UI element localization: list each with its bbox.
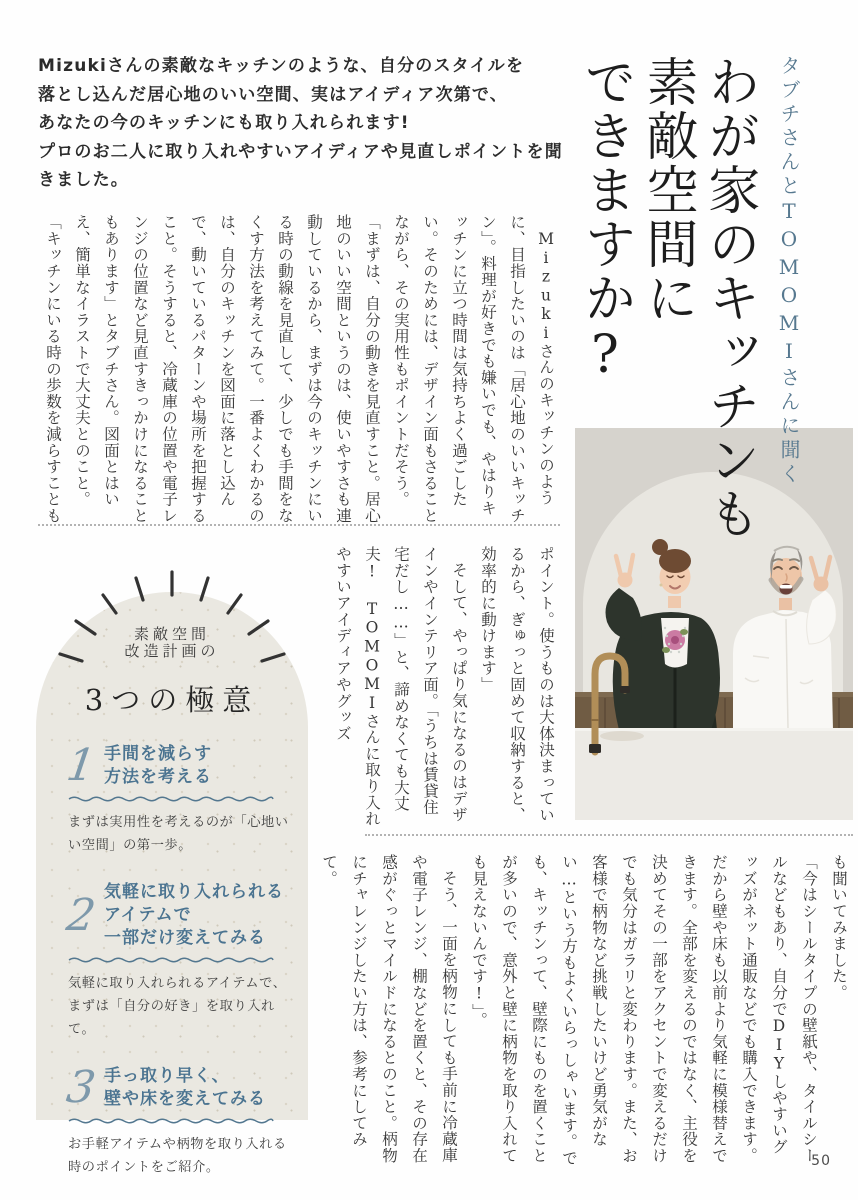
article-block-1 — [36, 214, 560, 526]
intro-line: プロのお二人に取り入れやすいアイディアや見直しポイントを聞きました。 — [38, 141, 563, 190]
tip-number: 1 — [63, 740, 99, 791]
tip-description: お手軽アイテムや柄物を取り入れる時のポイントをご紹介。 — [68, 1137, 287, 1175]
headline-line: わが家のキッチンも — [699, 55, 759, 541]
article-paragraph: そう、一面を柄物にしても手前に冷蔵庫や電子レンジ、棚などを置くと、その存在感がぐっとマイルドになるとのこと。柄物にチャレンジしたい方は、参考にしてみて。 — [320, 854, 458, 1164]
headline-line: 素敵空間に — [637, 55, 697, 325]
headline-kicker: タブチさんとTOMOMIさんに聞く — [777, 55, 801, 487]
tip-description: 気軽に取り入れられるアイテムで、まずは「自分の好き」を取り入れて。 — [68, 976, 287, 1037]
tip-title — [104, 1065, 266, 1111]
tip-number: 2 — [63, 889, 99, 941]
article-paragraph: も聞いてみました。 — [830, 854, 848, 1001]
headline-block — [574, 55, 802, 655]
tip-item — [58, 740, 289, 857]
tip-title-line: 手っ取り早く、 — [104, 1066, 230, 1086]
tip-title-line: 気軽に取り入れられる — [104, 882, 284, 902]
dotted-divider — [365, 834, 853, 836]
wavy-divider — [68, 1117, 274, 1125]
tips-box — [36, 592, 308, 1175]
article-block-3 — [320, 854, 854, 1170]
article-paragraph: 「今はシールタイプの壁紙や、タイルシールなどもあり、自分でDIYしやすいグッズがネット通販などでも購入できます。だから壁や床も以前より気軽に模様替えできます。全部を変えるのではなく、主役を決めてその一部をアクセントで変えるだけでも気分はガラリと変わります。また、お客様で柄物など挑戦したいけど勇気がない…という方もよくいらっしゃいます。でも、キッチンって、壁際にものを置くことが多いので、意外と壁に柄物を取り入れても見えないんです!」。 — [470, 854, 818, 1167]
page-title — [574, 55, 760, 655]
tip-title-line: アイテムで — [104, 905, 192, 925]
tip-description: まずは実用性を考えるのが「心地いい空間」の第一歩。 — [68, 815, 289, 853]
article-paragraph: 「まずは、自分の動きを見直すこと。居心地のいい空間というのは、使いやすさも連動しているから、まずは今のキッチンにいる時の動線を見直して、少しでも手間をなくす方法を考えてみて。一番よくわかるのは、自分のキッチンを図面に落とし込んで、動いているパターンや場所を把握すること。そうすると、冷蔵庫の位置や電子レンジの位置など見直すきっかけになることもあります」とタブチさん。図面とはいえ、簡単なイラストで大丈夫とのこと。 — [73, 214, 381, 524]
tip-number: 3 — [63, 1062, 99, 1113]
tips-box-title: 3つの極意 — [84, 683, 260, 717]
tip-title — [104, 881, 284, 950]
kitchen-counter — [575, 728, 853, 820]
intro-line: あなたの今のキッチンにも取り入れられます! — [38, 113, 410, 133]
tip-item — [58, 881, 286, 1041]
tips-header-line: 改造計画の — [124, 642, 220, 660]
dotted-divider — [38, 524, 560, 526]
tip-title-line: 一部だけ変えてみる — [104, 928, 266, 948]
article-paragraph: ポイント。使うものは大体決まっているから、ぎゅっと固めて収納すると、効率的に動けます」 — [479, 546, 555, 824]
intro-line: 落とし込んだ居心地のいい空間、実はアイディア次第で、 — [38, 84, 508, 105]
tip-title-line: 手間を減らす — [104, 744, 212, 764]
tip-title-line: 壁や床を変えてみる — [104, 1089, 266, 1109]
wavy-divider — [68, 795, 274, 803]
headline-line: できますか? — [575, 55, 635, 387]
tip-item — [58, 1062, 287, 1179]
article-paragraph: そして、やっぱり気になるのはデザインやインテリア面。「うちは賃貸住宅だし……」と、諦めなくても大丈夫! TOMOMIさんに取り入れやすいアイディアやグッズ — [334, 546, 468, 827]
page-number: 50 — [811, 1153, 831, 1169]
tip-title — [104, 743, 212, 789]
tips-header-line: 素敵空間 — [133, 625, 210, 643]
article-paragraph: 「キッチンにいる時の歩数を減らすことも — [44, 214, 62, 524]
intro-line: Mizukiさんの素敵なキッチンのような、自分のスタイルを — [38, 56, 525, 76]
intro-paragraph — [38, 52, 568, 195]
article-block-2 — [334, 546, 560, 828]
wavy-divider — [68, 956, 274, 964]
article-paragraph: Mizukiさんのキッチンのように、目指したいのは「居心地のいいキッチン」。料理が好きでも嫌いでも、やはりキッチンに立つ時間は気持ちよく過ごしたい。そのためには、デザイン面もさることながら、その実用性もポイントだそう。 — [392, 214, 555, 524]
tip-title-line: 方法を考える — [104, 767, 212, 787]
sunburst-rays-icon — [36, 540, 308, 670]
